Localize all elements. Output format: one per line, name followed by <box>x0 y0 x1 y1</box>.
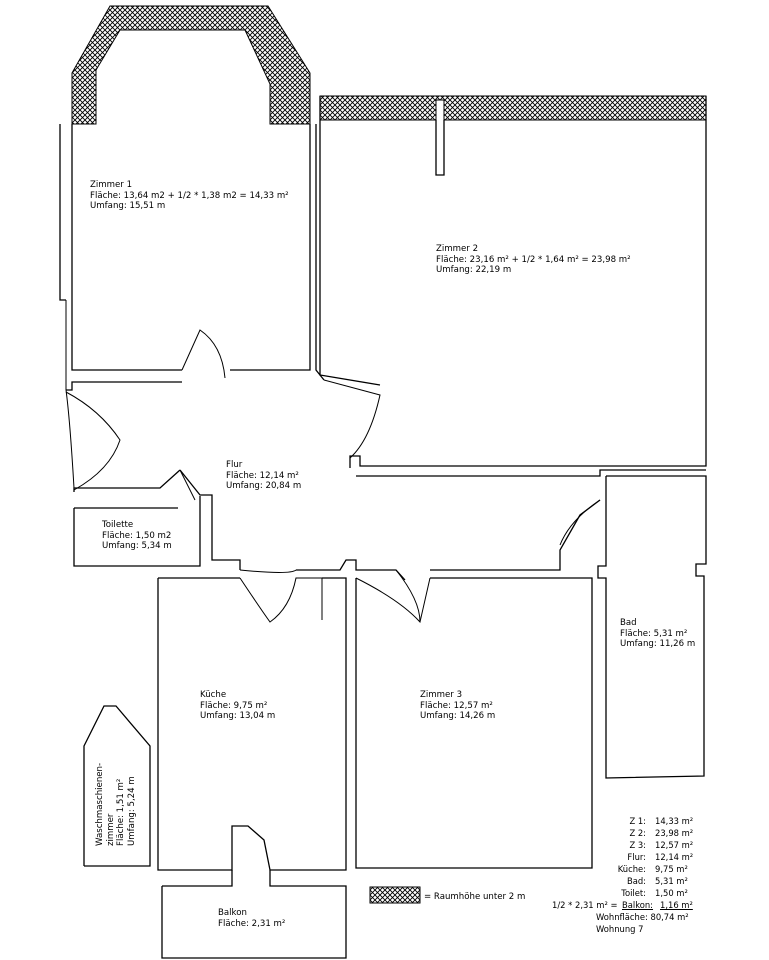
room-perimeter: Umfang: 5,34 m <box>102 541 172 551</box>
summary-balkon-value: 1,16 m² <box>660 900 693 910</box>
summary-key: Küche: <box>617 864 646 874</box>
summary-row <box>548 827 708 839</box>
room-name-line2: zimmer <box>105 813 116 846</box>
summary-value: 1,50 m² <box>655 888 688 898</box>
summary-apartment-row <box>548 923 708 935</box>
label-waschmaschine <box>95 763 137 846</box>
summary-key: Flur: <box>627 852 646 862</box>
room-area: Fläche: 23,16 m² + 1/2 * 1,64 m² = 23,98 m² <box>436 254 631 265</box>
door-kueche <box>240 570 296 573</box>
summary-total: Wohnfläche: 80,74 m² <box>596 912 689 922</box>
room-name: Bad <box>620 618 637 628</box>
flur-walls <box>66 382 182 390</box>
label-toilette <box>102 520 172 552</box>
room-name-line1: Waschmaschienen- <box>95 762 105 846</box>
room-area: Fläche: 1,51 m² <box>116 778 126 846</box>
room-perimeter: Umfang: 11,26 m <box>620 639 696 649</box>
room-area: Fläche: 5,31 m² <box>620 628 688 639</box>
room-perimeter: Umfang: 22,19 m <box>436 265 512 275</box>
label-zimmer3 <box>420 690 495 722</box>
door-entry-swing <box>66 300 120 490</box>
summary-value: 14,33 m² <box>655 816 694 826</box>
summary-value: 12,57 m² <box>655 840 694 850</box>
room-perimeter: Umfang: 13,04 m <box>200 711 276 721</box>
room-perimeter: Umfang: 5,24 m <box>126 776 137 846</box>
door-zimmer3 <box>396 570 420 622</box>
label-balkon <box>218 908 285 929</box>
room-area: Fläche: 12,57 m² <box>420 700 493 711</box>
zimmer2-low-ceiling-strip <box>320 96 706 120</box>
summary-value: 23,98 m² <box>655 828 694 838</box>
summary-value: 5,31 m² <box>655 876 688 886</box>
room-name: Toilette <box>102 520 134 530</box>
summary-row <box>548 887 708 899</box>
summary-key: Bad: <box>626 876 646 886</box>
room-area: Fläche: 2,31 m² <box>218 918 286 929</box>
room-area: Fläche: 13,64 m2 + 1/2 * 1,38 m2 = 14,33 m² <box>90 190 289 201</box>
legend-hatch-swatch <box>370 887 420 903</box>
summary-balkon-formula: 1/2 * 2,31 m² = <box>552 900 618 910</box>
area-summary <box>548 815 708 935</box>
room-name: Zimmer 1 <box>90 180 133 190</box>
room-name: Flur <box>226 460 243 470</box>
door-zimmer1 <box>182 330 225 378</box>
summary-key: Toilet: <box>621 888 646 898</box>
summary-row <box>548 815 708 827</box>
summary-value: 12,14 m² <box>655 852 694 862</box>
zimmer2-walls <box>320 96 380 385</box>
room-name: Zimmer 2 <box>436 244 479 254</box>
room-name: Zimmer 3 <box>420 690 463 700</box>
summary-row <box>548 875 708 887</box>
room-area: Fläche: 1,50 m2 <box>102 530 172 541</box>
label-bad <box>620 618 695 650</box>
summary-key: Z 1: <box>629 816 646 826</box>
room-perimeter: Umfang: 15,51 m <box>90 201 166 211</box>
label-flur <box>226 460 301 492</box>
summary-key: Z 3: <box>629 840 646 850</box>
summary-balkon-key: Balkon: <box>622 900 654 910</box>
summary-apartment: Wohnung 7 <box>596 924 644 934</box>
label-kueche <box>200 690 275 722</box>
kueche-walls <box>158 578 346 870</box>
room-perimeter: Umfang: 14,26 m <box>420 711 496 721</box>
room-name: Balkon <box>218 908 247 918</box>
door-zimmer2 <box>324 380 380 458</box>
summary-total-row <box>548 911 708 923</box>
label-zimmer1 <box>90 180 289 212</box>
summary-row <box>548 851 708 863</box>
summary-value: 9,75 m² <box>655 864 688 874</box>
room-area: Fläche: 9,75 m² <box>200 700 268 711</box>
room-area: Fläche: 12,14 m² <box>226 470 299 481</box>
room-name: Küche <box>200 690 227 700</box>
summary-balkon-row <box>548 899 708 911</box>
door-entry <box>66 390 74 488</box>
room-perimeter: Umfang: 20,84 m <box>226 481 302 491</box>
summary-row <box>548 839 708 851</box>
zimmer1-low-ceiling-area <box>72 6 310 124</box>
label-zimmer2 <box>436 244 631 276</box>
summary-key: Z 2: <box>629 828 646 838</box>
legend-text: = Raumhöhe unter 2 m <box>424 892 526 902</box>
zimmer1-walls <box>72 124 182 370</box>
summary-row <box>548 863 708 875</box>
